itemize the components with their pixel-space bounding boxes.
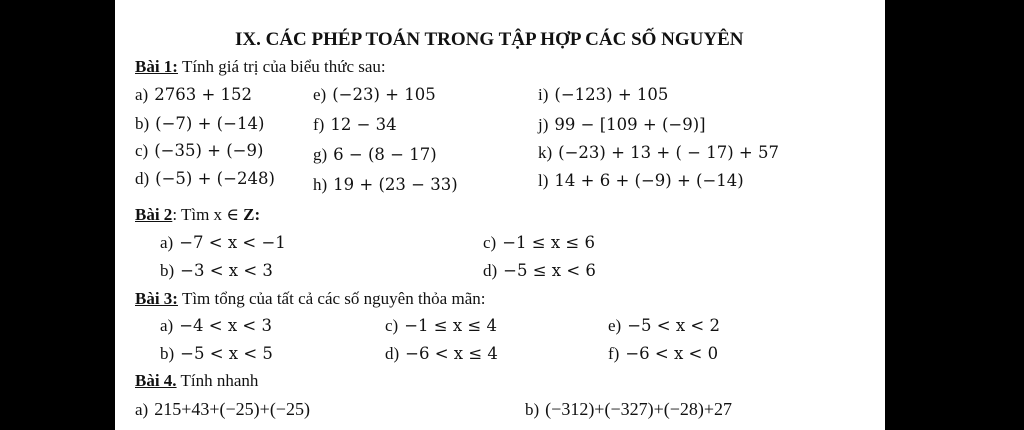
item-expression: −3 < x < 3: [180, 261, 273, 280]
bai1-heading: [135, 58, 386, 75]
bai2-item-b: [160, 262, 273, 280]
item-label: c): [135, 141, 149, 160]
bai1-text: Tính giá trị của biểu thức sau:: [181, 57, 386, 76]
bai1-item-h: [313, 176, 458, 194]
bai3-item-c: [385, 317, 497, 335]
item-expression: 215+43+(−25)+(−25): [154, 399, 310, 419]
bai1-item-c: [135, 142, 263, 160]
bai4-label: Bài 4.: [135, 371, 177, 390]
bai3-text: Tìm tổng của tất cả các số nguyên thỏa mãn:: [181, 289, 486, 308]
item-label: i): [538, 85, 549, 104]
item-label: a): [160, 316, 174, 335]
document-page: [115, 0, 885, 430]
item-expression: (−23) + 13 + ( − 17) + 57: [558, 143, 779, 162]
bai1-item-l: [538, 172, 744, 190]
item-label: a): [135, 85, 149, 104]
bai1-item-d: [135, 170, 275, 188]
item-label: d): [385, 344, 400, 363]
bai1-item-k: [538, 144, 779, 162]
item-expression: (−312)+(−327)+(−28)+27: [545, 399, 733, 419]
bai2-heading: [135, 206, 260, 223]
item-label: e): [313, 85, 327, 104]
bai3-item-b: [160, 345, 273, 363]
bai4-heading: [135, 372, 258, 389]
item-label: k): [538, 143, 553, 162]
bai1-item-e: [313, 86, 436, 104]
bai3-heading: [135, 290, 485, 307]
bai4-item-b: [525, 400, 732, 418]
item-expression: −6 < x < 0: [625, 344, 719, 363]
item-expression: (−5) + (−248): [155, 169, 275, 188]
bai2-set: Z:: [243, 205, 261, 224]
bai3-item-e: [608, 317, 720, 335]
item-label: b): [160, 344, 175, 363]
bai3-item-f: [608, 345, 718, 363]
item-expression: 99 − [109 + (−9)]: [554, 115, 706, 134]
bai1-item-i: [538, 86, 668, 104]
bai3-item-d: [385, 345, 498, 363]
bai2-label: Bài 2: [135, 205, 173, 224]
item-label: j): [538, 115, 549, 134]
item-expression: 6 − (8 − 17): [333, 145, 437, 164]
item-label: e): [608, 316, 622, 335]
item-expression: 14 + 6 + (−9) + (−14): [554, 171, 744, 190]
item-label: h): [313, 175, 328, 194]
bai3-label: Bài 3:: [135, 289, 178, 308]
item-label: b): [135, 114, 150, 133]
bai2-text: : Tìm x ∈: [172, 205, 244, 224]
item-expression: −6 < x ≤ 4: [405, 344, 498, 363]
bai2-item-a: [160, 234, 286, 252]
bai1-item-f: [313, 116, 397, 134]
item-expression: 2763 + 152: [154, 85, 253, 104]
item-label: b): [525, 400, 540, 419]
item-label: b): [160, 261, 175, 280]
item-expression: 12 − 34: [330, 115, 397, 134]
bai3-item-a: [160, 317, 272, 335]
bai4-text: Tính nhanh: [180, 371, 259, 390]
bai1-item-a: [135, 86, 252, 104]
bai1-item-g: [313, 146, 437, 164]
item-label: a): [160, 233, 174, 252]
item-expression: −5 ≤ x < 6: [503, 261, 596, 280]
item-label: d): [135, 169, 150, 188]
item-expression: (−35) + (−9): [154, 141, 264, 160]
item-label: a): [135, 400, 149, 419]
item-label: g): [313, 145, 328, 164]
item-expression: −4 < x < 3: [179, 316, 272, 335]
bai1-item-b: [135, 115, 264, 133]
item-expression: (−7) + (−14): [155, 114, 265, 133]
item-expression: (−123) + 105: [554, 85, 669, 104]
item-expression: −5 < x < 2: [627, 316, 720, 335]
item-expression: 19 + (23 − 33): [333, 175, 458, 194]
item-label: f): [608, 344, 620, 363]
page-title: IX. CÁC PHÉP TOÁN TRONG TẬP HỢP CÁC SỐ NGUYÊN: [235, 29, 744, 50]
item-label: f): [313, 115, 325, 134]
bai1-label: Bài 1:: [135, 57, 178, 76]
bai2-item-d: [483, 262, 596, 280]
item-expression: −5 < x < 5: [180, 344, 273, 363]
item-label: d): [483, 261, 498, 280]
item-expression: −1 ≤ x ≤ 4: [404, 316, 497, 335]
bai4-item-a: [135, 400, 310, 418]
bai2-item-c: [483, 234, 595, 252]
item-expression: −7 < x < −1: [179, 233, 286, 252]
item-expression: −1 ≤ x ≤ 6: [502, 233, 595, 252]
item-expression: (−23) + 105: [332, 85, 436, 104]
item-label: c): [483, 233, 497, 252]
bai1-item-j: [538, 116, 706, 134]
item-label: l): [538, 171, 549, 190]
item-label: c): [385, 316, 399, 335]
